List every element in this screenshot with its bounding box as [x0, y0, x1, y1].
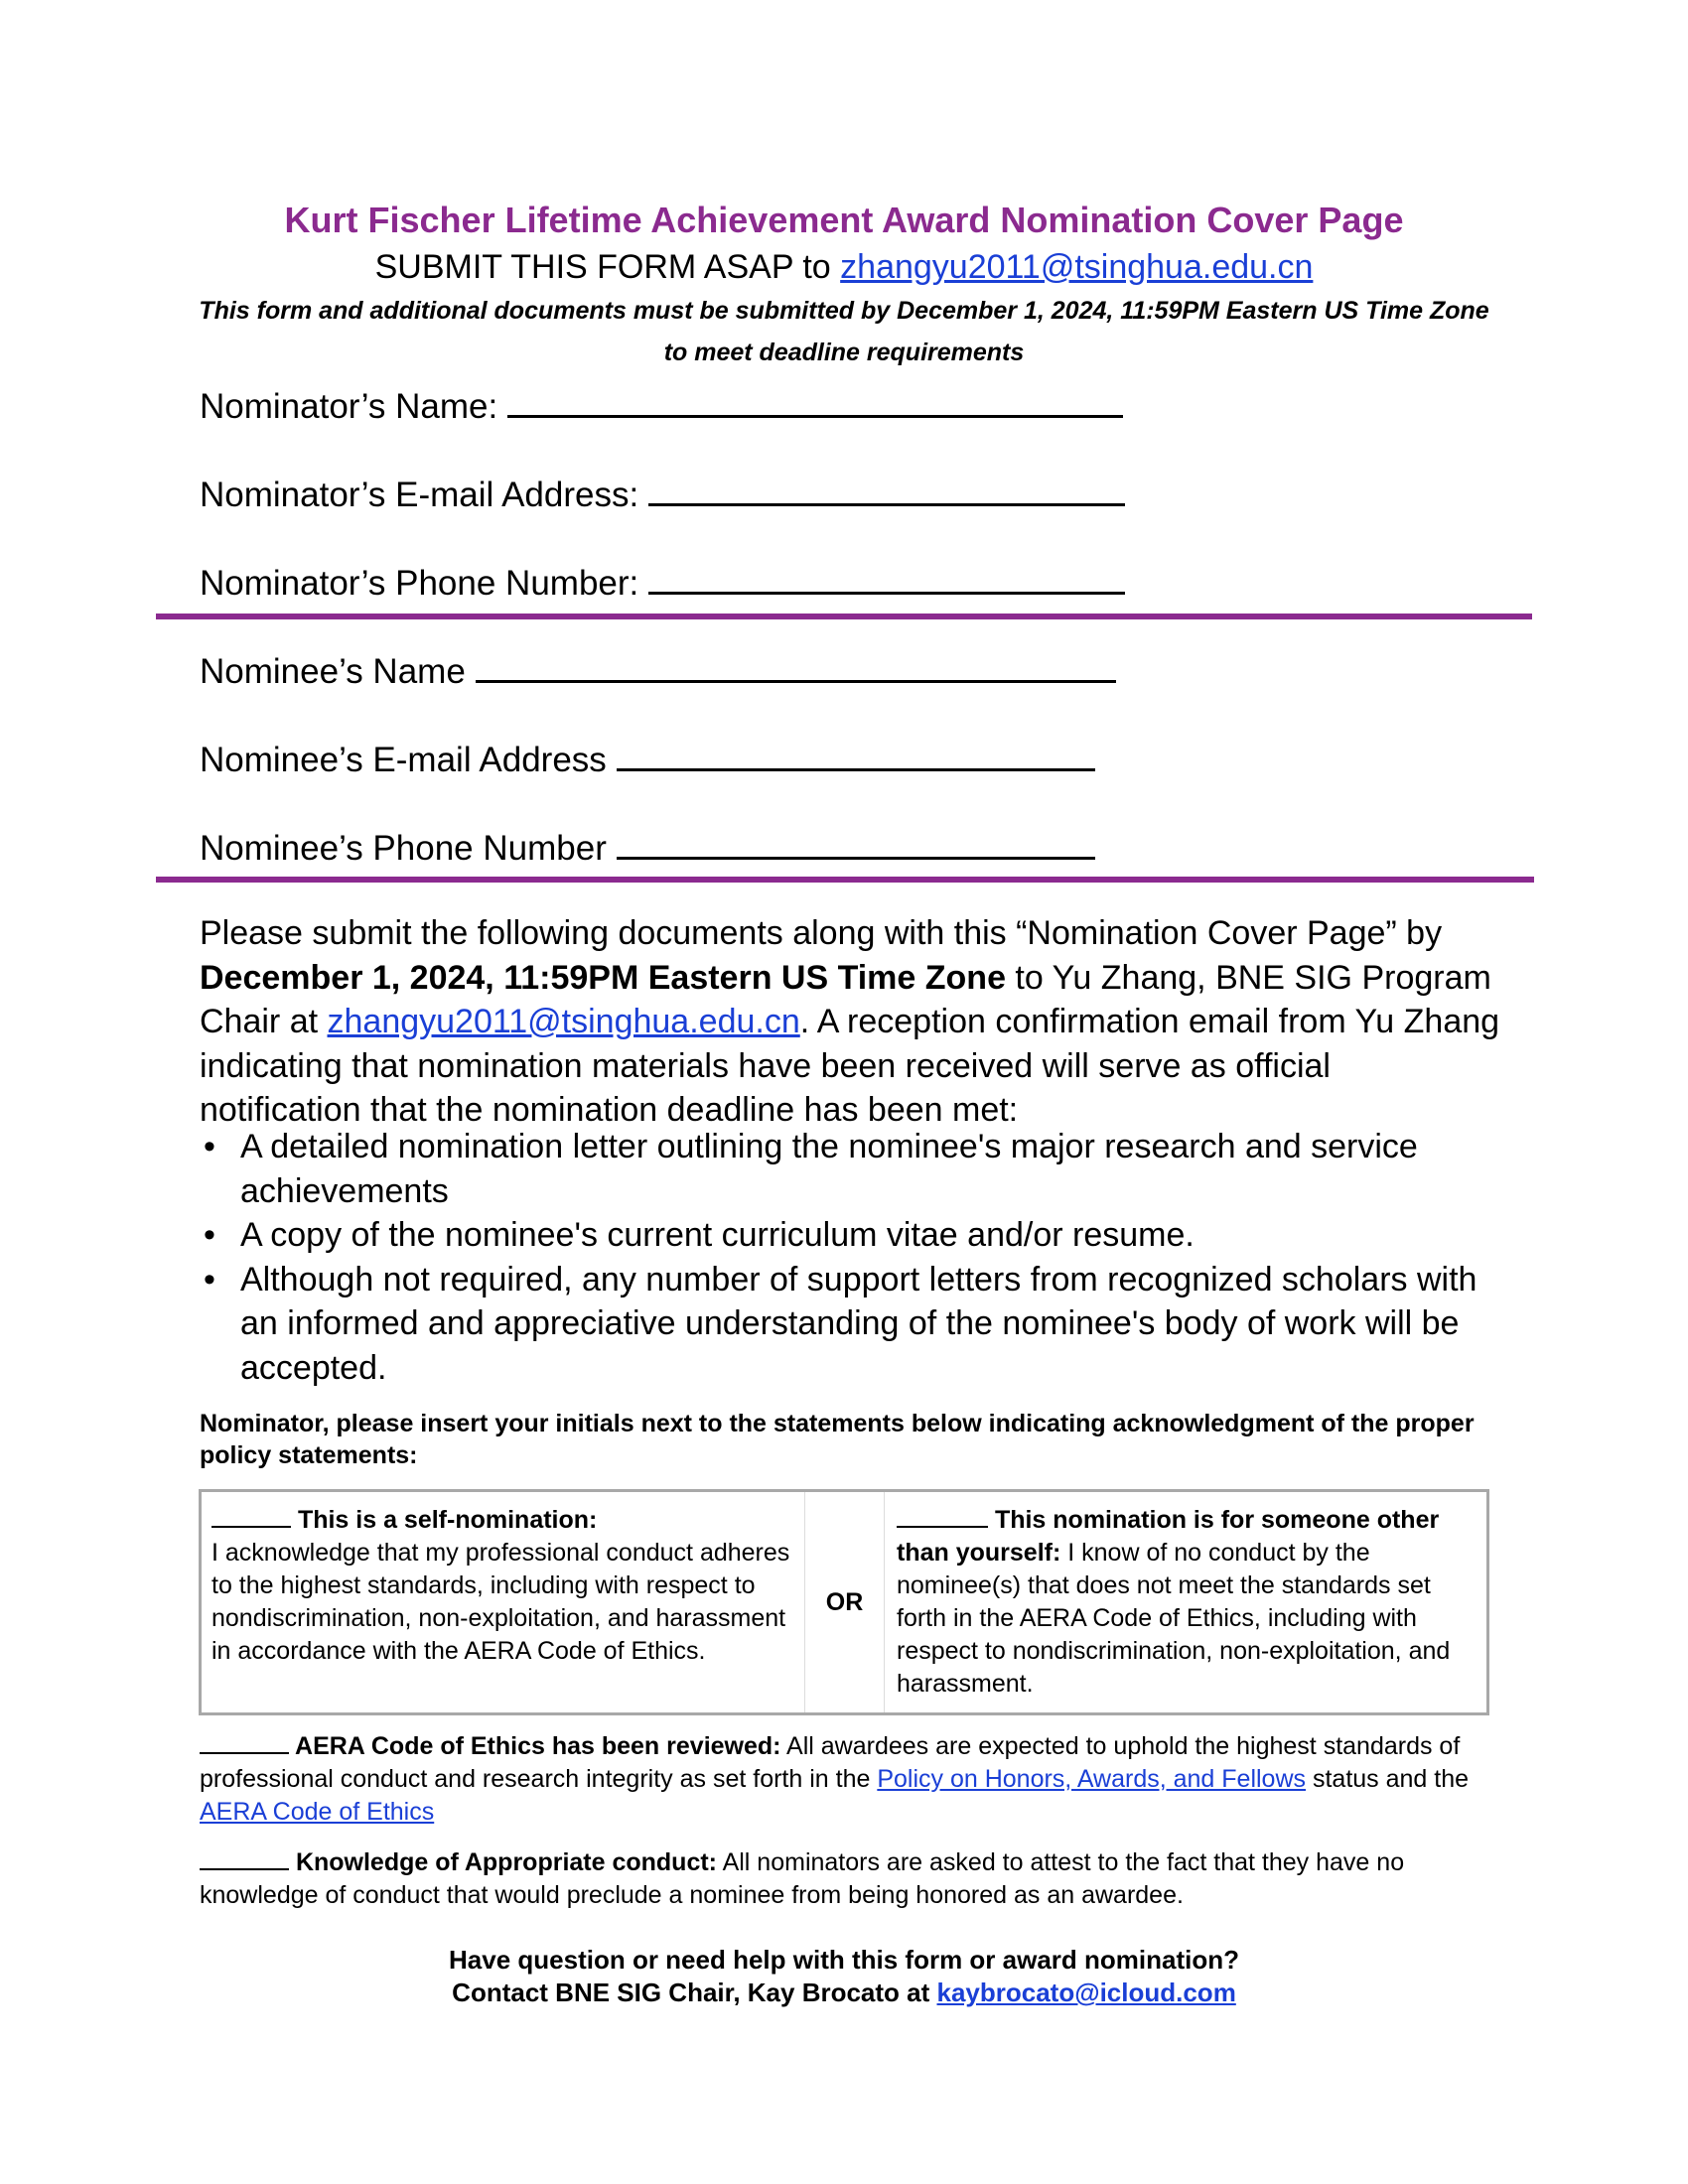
policy-instruction: Nominator, please insert your initials next to the statements below indicating acknowledgment of the proper policy statements:: [200, 1410, 1475, 1469]
conduct-text: All nominators are asked to attest to the fact that they have no knowledge of conduct that would preclude a nominee from being honored as an awardee.: [200, 1848, 1405, 1909]
bullet-icon: •: [204, 1216, 215, 1254]
nominee-name-input[interactable]: [476, 656, 1116, 683]
list-item-text: Although not required, any number of support letters from recognized scholars with an informed and appreciative understanding of the nominee's body of work will be accepted.: [240, 1260, 1477, 1387]
nominee-phone-label: Nominee’s Phone Number: [200, 829, 607, 868]
nominee-email-label: Nominee’s E-mail Address: [200, 741, 607, 779]
nominee-name-field: [200, 650, 1116, 694]
submit-instruction: [0, 248, 1688, 287]
submit-prefix: SUBMIT THIS FORM ASAP to: [374, 248, 841, 286]
section-divider: [156, 614, 1532, 619]
conduct-heading: Knowledge of Appropriate conduct:: [289, 1848, 718, 1876]
nominee-phone-field: [200, 827, 1095, 871]
conduct-acknowledgment: [200, 1846, 1500, 1912]
self-nomination-initials-input[interactable]: [211, 1504, 291, 1528]
ethics-text: status and the: [1306, 1765, 1470, 1793]
required-documents-list: [200, 1125, 1500, 1390]
program-chair-email-link[interactable]: zhangyu2011@tsinghua.edu.cn: [327, 1003, 800, 1040]
list-item: [200, 1258, 1500, 1391]
ethics-heading: AERA Code of Ethics has been reviewed:: [289, 1732, 781, 1760]
contact-line: [0, 1977, 1688, 2009]
nominator-name-label: Nominator’s Name:: [200, 387, 498, 426]
policy-table: [199, 1489, 1489, 1715]
other-nomination-text: I know of no conduct by the nominee(s) that does not meet the standards set forth in the AERA Code of Ethics, including with respect to nondiscrimination, non-exploitation, and harassment.: [897, 1539, 1451, 1698]
nominee-email-field: [200, 739, 1095, 782]
ethics-text: All awardees are expected to uphold the highest standards of professional conduct and research integrity as set forth in the: [200, 1732, 1461, 1793]
page-title: Kurt Fischer Lifetime Achievement Award Nomination Cover Page: [284, 200, 1404, 240]
or-label: OR: [825, 1587, 864, 1616]
contact-prefix: Contact BNE SIG Chair, Kay Brocato at: [452, 1978, 937, 2007]
nominee-email-input[interactable]: [617, 745, 1095, 771]
or-cell: [805, 1492, 885, 1712]
list-item: [200, 1125, 1500, 1213]
self-nomination-heading: This is a self-nomination:: [291, 1506, 598, 1534]
bullet-icon: •: [204, 1260, 215, 1298]
instructions-text: Please submit the following documents along with this “Nomination Cover Page” by: [200, 914, 1443, 952]
help-question: Have question or need help with this form or award nomination?: [449, 1945, 1239, 1975]
honors-policy-link[interactable]: Policy on Honors, Awards, and Fellows: [877, 1765, 1307, 1793]
help-footer: [0, 1944, 1688, 2009]
nominee-phone-input[interactable]: [617, 833, 1095, 860]
aera-code-of-ethics-link[interactable]: AERA Code of Ethics: [200, 1798, 435, 1826]
nominator-phone-label: Nominator’s Phone Number:: [200, 564, 639, 603]
nominee-name-label: Nominee’s Name: [200, 652, 466, 691]
nominator-email-input[interactable]: [648, 479, 1125, 506]
chair-email-link[interactable]: kaybrocato@icloud.com: [936, 1978, 1236, 2007]
other-nomination-heading: This nomination is for someone other than yourself:: [897, 1506, 1440, 1567]
section-divider: [156, 877, 1534, 883]
list-item: [200, 1213, 1500, 1258]
ethics-initials-input[interactable]: [200, 1730, 289, 1754]
nominator-email-label: Nominator’s E-mail Address:: [200, 476, 639, 514]
nominator-phone-field: [200, 562, 1125, 606]
submit-email-link[interactable]: zhangyu2011@tsinghua.edu.cn: [840, 248, 1314, 286]
self-nomination-cell: [202, 1492, 805, 1712]
nominator-phone-input[interactable]: [648, 568, 1125, 595]
other-nomination-initials-input[interactable]: [897, 1504, 988, 1528]
deadline-note: This form and additional documents must be submitted by December 1, 2024, 11:59PM Eastern US Time Zone to meet deadline requirements: [199, 297, 1489, 366]
instructions-text: to Yu Zhang, BNE SIG Program Chair at: [200, 958, 1491, 1040]
bullet-icon: •: [204, 1128, 215, 1165]
list-item-text: A detailed nomination letter outlining the nominee's major research and service achievements: [240, 1128, 1418, 1210]
self-nomination-text: I acknowledge that my professional conduct adheres to the highest standards, including with respect to nondiscrimination, non-exploitation, and harassment in accordance with the AERA Code of Ethics.: [211, 1539, 790, 1665]
nominator-name-input[interactable]: [507, 391, 1123, 418]
ethics-acknowledgment: [200, 1730, 1500, 1829]
other-nomination-cell: [885, 1492, 1486, 1712]
list-item-text: A copy of the nominee's current curriculum vitae and/or resume.: [240, 1216, 1195, 1254]
instructions-deadline: December 1, 2024, 11:59PM Eastern US Time Zone: [200, 958, 1006, 997]
nominator-name-field: [200, 385, 1123, 429]
submission-instructions: [200, 911, 1500, 1133]
instructions-text: . A reception confirmation email from Yu Zhang indicating that nomination materials have been received will serve as official notification that the nomination deadline has been met:: [200, 1003, 1500, 1129]
conduct-initials-input[interactable]: [200, 1846, 289, 1870]
nominator-email-field: [200, 474, 1125, 517]
